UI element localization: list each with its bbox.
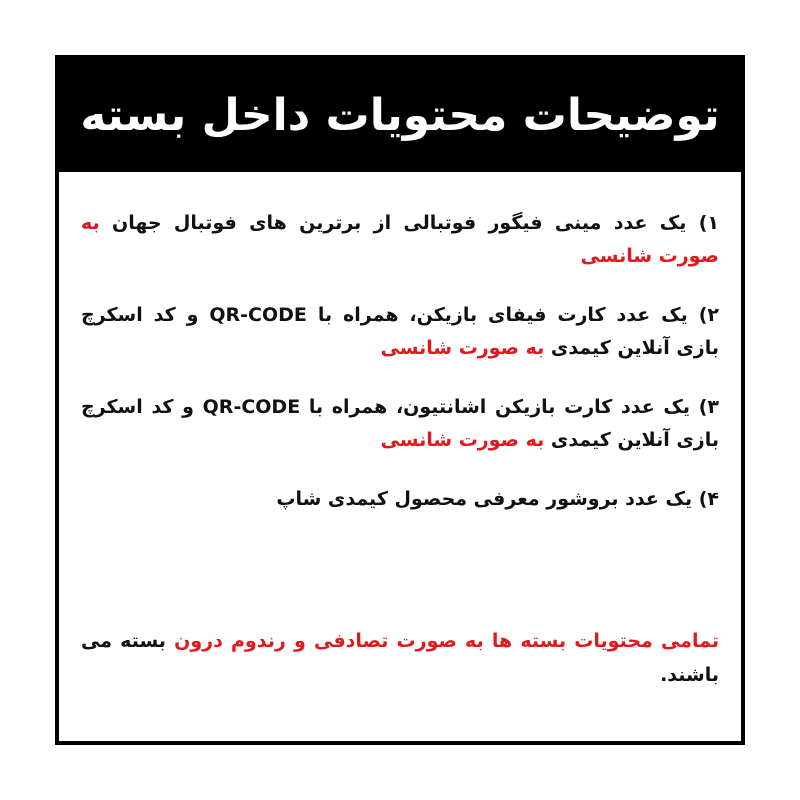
note-text-black: بسته می باشند. [81, 630, 719, 686]
item-highlight: به صورت شانسی [380, 337, 545, 359]
item-number: ۲) [698, 304, 719, 326]
package-contents-card [55, 55, 745, 745]
note-text-red: تمامی محتویات بسته ها به صورت تصادفی و رندوم درون [174, 630, 719, 652]
item-number: ۱) [698, 212, 720, 234]
item-text: یک عدد بروشور معرفی محصول کیمدی شاپ [276, 488, 693, 510]
item-highlight: به صورت شانسی [81, 212, 719, 267]
item-number: ۳) [698, 396, 719, 418]
contents-list [81, 207, 719, 516]
item-text: یک عدد کارت بازیکن اشانتیون، همراه با QR-CODE و کد اسکرچ بازی آنلاین کیمدی [81, 396, 719, 451]
random-contents-note [81, 624, 719, 692]
item-text: یک عدد مینی فیگور فوتبالی از برترین های فوتبال جهان [112, 212, 687, 234]
list-item-4 [81, 483, 719, 516]
item-number: ۴) [698, 488, 719, 510]
list-item-3 [81, 391, 719, 457]
item-text: یک عدد کارت فیفای بازیکن، همراه با QR-CODE و کد اسکرچ بازی آنلاین کیمدی [81, 304, 719, 359]
item-highlight: به صورت شانسی [380, 429, 545, 451]
list-item-2 [81, 299, 719, 365]
list-item-1 [81, 207, 719, 273]
header-bar [59, 59, 741, 172]
page-title: توضیحات محتویات داخل بسته [80, 90, 720, 141]
